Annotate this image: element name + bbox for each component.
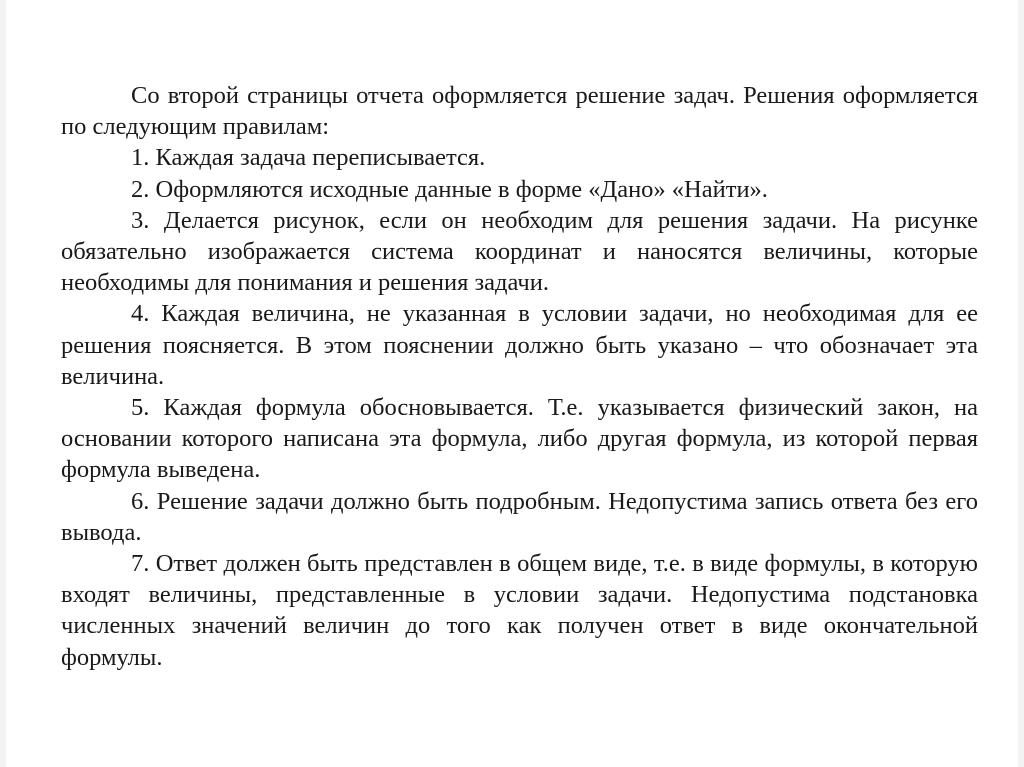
rule-5-paragraph: 5. Каждая формула обосновывается. Т.е. указывается физический закон, на основании которого написана эта формула, либо другая формула, из которой первая формула выведена. xyxy=(61,394,978,484)
rule-6-paragraph: 6. Решение задачи должно быть подробным. Недопустима запись ответа без его вывода. xyxy=(61,487,978,546)
rule-4-paragraph: 4. Каждая величина, не указанная в условии задачи, но необходимая для ее решения поясняется. В этом пояснении должно быть указано – что обозначает эта величина. xyxy=(61,300,978,390)
rule-3-paragraph: 3. Делается рисунок, если он необходим для решения задачи. На рисунке обязательно изображается система координат и наносятся величины, которые необходимы для понимания и решения задачи. xyxy=(61,206,978,297)
rule-7-paragraph: 7. Ответ должен быть представлен в общем виде, т.е. в виде формулы, в которую входят величины, представленные в условии задачи. Недопустима подстановка численных значений величин до того как получен ответ в виде окончательной формулы. xyxy=(61,550,978,671)
document-page xyxy=(6,0,1018,767)
document-body xyxy=(61,80,978,673)
intro-paragraph: Со второй страницы отчета оформляется решение задач. Решения оформляется по следующим правилам: xyxy=(61,82,978,141)
rule-1-paragraph: 1. Каждая задача переписывается. xyxy=(131,144,486,172)
rule-2-paragraph: 2. Оформляются исходные данные в форме «Дано» «Найти». xyxy=(131,175,768,203)
